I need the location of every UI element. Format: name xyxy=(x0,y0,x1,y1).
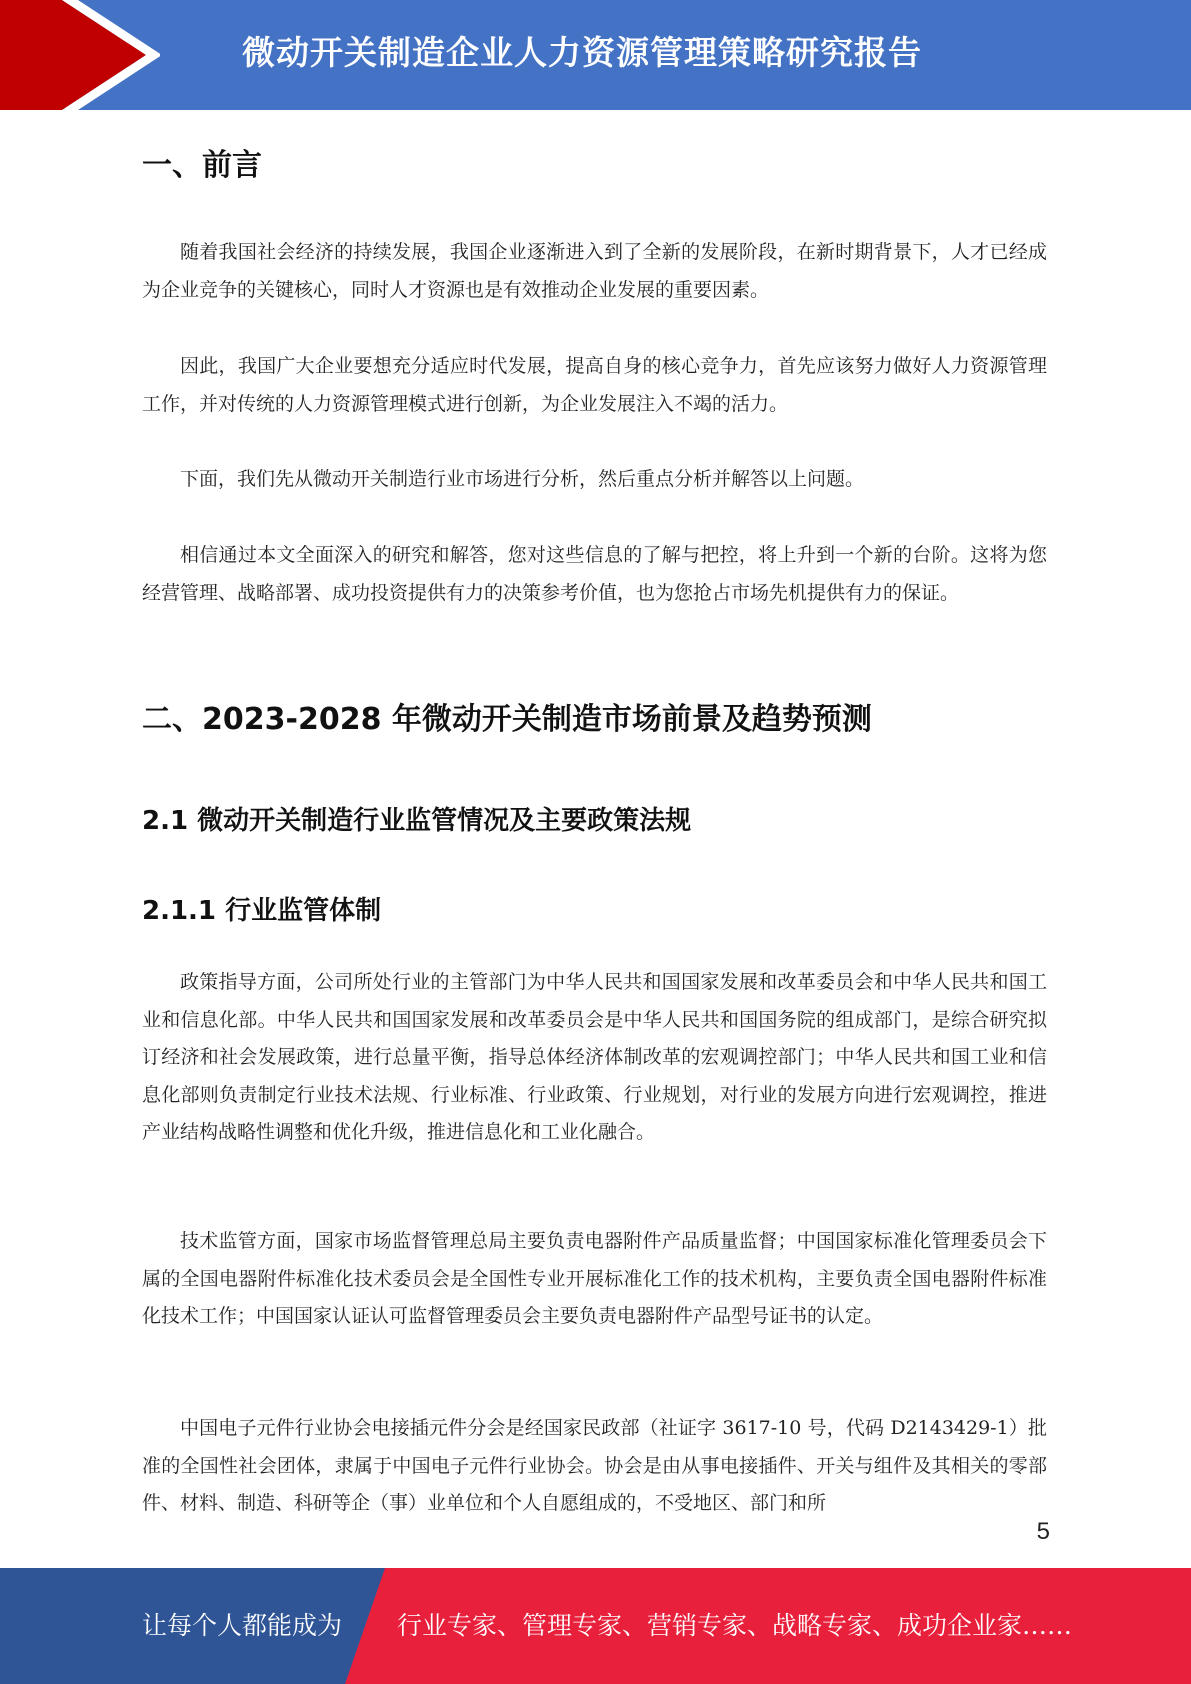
section-heading-market-outlook: 二、2023-2028 年微动开关制造市场前景及趋势预测 xyxy=(142,702,872,737)
paragraph: 政策指导方面，公司所处行业的主管部门为中华人民共和国国家发展和改革委员会和中华人民共和国工业和信息化部。中华人民共和国国家发展和改革委员会是中华人民共和国国务院的组成部门，是综合研究拟订经济和社会发展政策，进行总量平衡，指导总体经济体制改革的宏观调控部门；中华人民共和国工业和信息化部则负责制定行业技术法规、行业标准、行业政策、行业规划，对行业的发展方向进行宏观调控，推进产业结构战略性调整和优化升级，推进信息化和工业化融合。 xyxy=(142,971,1047,1143)
footer-banner xyxy=(0,1568,1191,1684)
paragraph: 相信通过本文全面深入的研究和解答，您对这些信息的了解与把控，将上升到一个新的台阶。这将为您经营管理、战略部署、成功投资提供有力的决策参考价值，也为您抢占市场先机提供有力的保证。 xyxy=(142,544,1047,604)
subsection-heading-supervision-system: 2.1.1 行业监管体制 xyxy=(142,896,382,926)
report-title: 微动开关制造企业人力资源管理策略研究报告 xyxy=(242,33,922,72)
paragraph: 下面，我们先从微动开关制造行业市场进行分析，然后重点分析并解答以上问题。 xyxy=(180,468,865,490)
header-arrow-decoration xyxy=(0,0,160,110)
paragraph: 技术监管方面，国家市场监督管理总局主要负责电器附件产品质量监督；中国国家标准化管理委员会下属的全国电器附件标准化技术委员会是全国性专业开展标准化工作的技术机构，主要负责全国电器附件标准化技术工作；中国国家认证认可监督管理委员会主要负责电器附件产品型号证书的认定。 xyxy=(142,1230,1047,1327)
paragraph: 随着我国社会经济的持续发展，我国企业逐渐进入到了全新的发展阶段，在新时期背景下，人才已经成为企业竞争的关键核心，同时人才资源也是有效推动企业发展的重要因素。 xyxy=(142,241,1047,301)
paragraph: 因此，我国广大企业要想充分适应时代发展，提高自身的核心竞争力，首先应该努力做好人力资源管理工作，并对传统的人力资源管理模式进行创新，为企业发展注入不竭的活力。 xyxy=(142,355,1047,415)
footer-slogan-right: 行业专家、管理专家、营销专家、战略专家、成功企业家…… xyxy=(397,1611,1073,1640)
section-heading-preface: 一、前言 xyxy=(142,148,262,183)
header-banner xyxy=(0,0,1191,110)
paragraph: 中国电子元件行业协会电接插元件分会是经国家民政部（社证字 3617-10 号，代码 D2143429-1）批准的全国性社会团体，隶属于中国电子元件行业协会。协会是由从事电接插件、开关与组件及其相关的零部件、材料、制造、科研等企（事）业单位和个人自愿组成的，不受地区、部门和所 xyxy=(142,1417,1047,1514)
page-number: 5 xyxy=(1036,1518,1050,1545)
subsection-heading-regulation: 2.1 微动开关制造行业监管情况及主要政策法规 xyxy=(142,806,692,836)
footer-slogan-left: 让每个人都能成为 xyxy=(142,1611,343,1640)
